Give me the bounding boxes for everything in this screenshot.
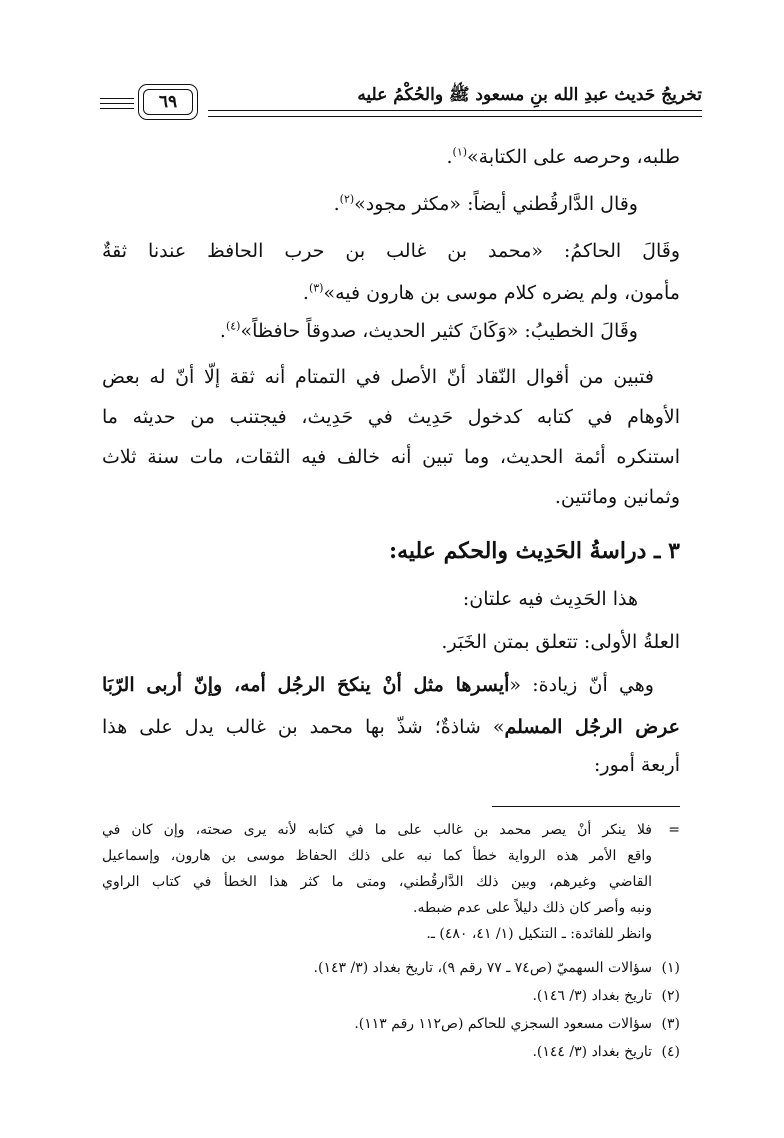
footnote-continuation-marker: = xyxy=(668,822,680,838)
footnote-ref-2[interactable]: (٢) xyxy=(339,192,355,206)
footnote-ref-1[interactable]: (١) xyxy=(452,145,468,159)
page-number-frame xyxy=(138,84,198,120)
text-line: هذا الحَدِيث فيه علتان: xyxy=(462,588,638,610)
text-line: وقَالَ الحاكمُ: «محمد بن غالب بن حرب الحافظ عندنا ثقةٌ xyxy=(102,240,680,262)
text-span: وقَالَ الخطيبُ: «وَكَانَ كثير الحديث، صدوقاً حافظاً» xyxy=(240,320,638,342)
footnote-ref-3[interactable]: (٣) xyxy=(308,281,324,295)
footnote-line: واقع الأمر هذه الرواية خطأ كما نبه على ذلك الحفاظ موسى بن هارون، وإسماعيل xyxy=(102,848,652,864)
page-number: ٦٩ xyxy=(143,89,193,115)
footnote-separator xyxy=(492,806,680,807)
footnote-marker-1: (١) xyxy=(661,960,680,976)
footnote-ref-4[interactable]: (٤) xyxy=(225,319,241,333)
period: . xyxy=(446,146,453,168)
period: . xyxy=(302,282,309,304)
text-line xyxy=(102,714,680,740)
text-line xyxy=(334,191,638,217)
header-rule-stub xyxy=(100,108,134,109)
text-line: العلةُ الأولى: تتعلق بمتن الخَبَر. xyxy=(441,631,680,653)
footnote-3: سؤالات مسعود السجزي للحاكم (ص١١٢ رقم ١١٣). xyxy=(354,1016,652,1032)
period: . xyxy=(219,320,226,342)
text-line xyxy=(220,318,638,344)
text-line: الأوهام في كتابه كدخول حَدِيث في حَدِيث، فيجتنب من حديثه ما xyxy=(102,406,680,428)
text-span: مأمون، ولم يضره كلام موسى بن هارون فيه» xyxy=(323,282,680,304)
footnote-2: تاريخ بغداد (٣/ ١٤٦). xyxy=(532,988,652,1004)
footnote-4: تاريخ بغداد (٣/ ١٤٤). xyxy=(532,1044,652,1060)
footnote-marker-3: (٣) xyxy=(661,1016,680,1032)
running-header xyxy=(100,80,702,124)
header-title: تخريجُ حَديث عبدِ الله بنِ مسعود ﷺ والحُكْمُ عليه xyxy=(357,85,702,105)
section-heading: ٣ ـ دراسةُ الحَدِيث والحكم عليه: xyxy=(388,538,680,564)
text-line xyxy=(446,144,680,170)
bold-quote: أيسرها مثل أنْ ينكحَ الرجُل أمه، وإنّ أربى الرّبَا xyxy=(102,674,510,696)
footnote-marker-2: (٢) xyxy=(661,988,680,1004)
footnote-line: وانظر للفائدة: ـ التنكيل (١/ ٤١، ٤٨٠) ـ. xyxy=(426,926,652,942)
text-line xyxy=(102,672,654,698)
period: . xyxy=(333,193,340,215)
text-line: وثمانين ومائتين. xyxy=(554,486,680,508)
footnote-line: ونبه وأصر كان ذلك دليلاً على عدم ضبطه. xyxy=(413,900,652,916)
header-rule-stub xyxy=(100,103,134,104)
footnote-marker-4: (٤) xyxy=(661,1044,680,1060)
footnote-line: القاضي وغيرهم، وبين ذلك الدَّارقُطني، ومتى ما كثر هذا الخطأ في كتاب الراوي xyxy=(102,874,652,890)
footnote-1: سؤالات السهميّ (ص٧٤ ـ ٧٧ رقم ٩)، تاريخ بغداد (٣/ ١٤٣). xyxy=(313,960,652,976)
text-span: وهي أنّ زيادة: « xyxy=(509,674,654,696)
text-line xyxy=(303,280,680,306)
header-rule xyxy=(208,110,702,117)
text-line: أربعة أمور: xyxy=(594,754,680,776)
text-span: وقال الدَّارقُطني أيضاً: «مكثر مجود» xyxy=(354,193,638,215)
text-span: » شاذةٌ؛ شذّ بها محمد بن غالب يدل على هذا xyxy=(102,716,505,738)
text-line: استنكره أئمة الحديث، وما تبين أنه خالف فيه الثقات، مات سنة ثلاث xyxy=(102,446,680,468)
text-span: طلبه، وحرصه على الكتابة» xyxy=(467,146,680,168)
bold-quote: عرض الرجُل المسلم xyxy=(504,716,680,738)
footnote-line: فلا ينكر أنْ يصر محمد بن غالب على ما في كتابه لأنه يرى صحته، وإن كان في xyxy=(102,822,652,838)
header-rule-stub xyxy=(100,98,134,99)
text-line: فتبين من أقوال النّقاد أنّ الأصل في التمتام أنه ثقة إلّا أنّ له بعض xyxy=(102,366,654,388)
